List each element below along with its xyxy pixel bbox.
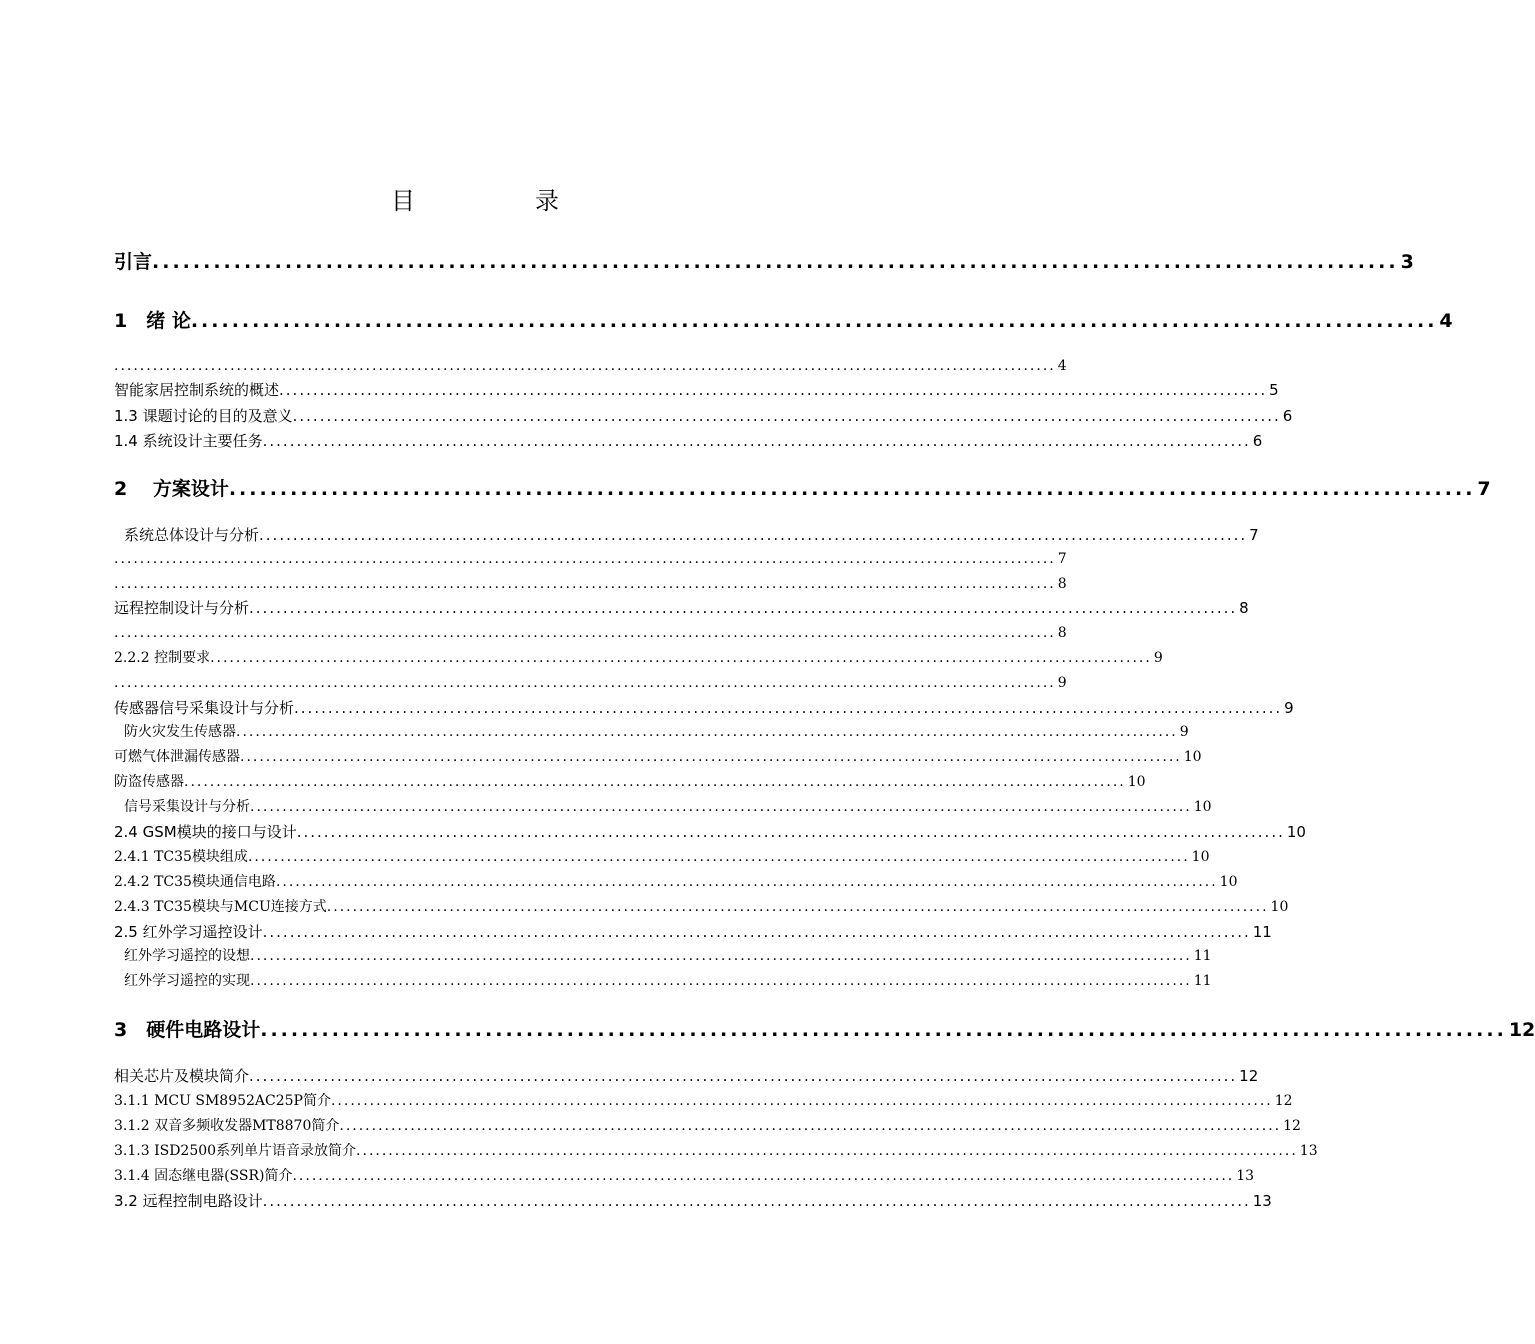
toc-entry-label: 系统总体设计与分析: [124, 526, 260, 544]
dot-leader: ..................................................................................................................................................: [262, 1192, 1251, 1210]
toc-entry-label: 防火灾发生传感器: [124, 724, 236, 740]
dot-leader: ..................................................................................................................................................: [249, 1067, 1238, 1085]
dot-leader: ..................................................................................................................................................: [247, 849, 1190, 865]
dot-leader: ..................................................................................................................................................: [114, 358, 1056, 374]
dot-leader: ..................................................................................................................................................: [114, 625, 1056, 641]
dot-leader: ..........................................................................................................................: [260, 1019, 1507, 1041]
toc-entry-page: 5: [1269, 381, 1279, 399]
dot-leader: ..................................................................................................................................................: [326, 899, 1269, 915]
toc-entry-page: 3: [1400, 251, 1414, 273]
toc-entry-label: 3 硬件电路设计: [114, 1019, 261, 1041]
toc-entry-label: 引言: [114, 251, 153, 273]
toc-entry[interactable]: [114, 1165, 1255, 1187]
toc-entry-page: 12: [1239, 1067, 1259, 1085]
toc-entry-page: 12: [1508, 1019, 1535, 1041]
dot-leader: ..........................................................................................................................: [152, 251, 1399, 273]
toc-entry-label: 2.4.1 TC35模块组成: [114, 849, 248, 865]
toc-entry[interactable]: [114, 945, 1212, 967]
toc-entry-label: 可燃气体泄漏传感器: [114, 749, 240, 765]
toc-entry-page: 11: [1193, 973, 1212, 989]
toc-entry[interactable]: [114, 1140, 1318, 1162]
page-title: 目 录: [391, 187, 607, 215]
toc-entry[interactable]: [114, 622, 1067, 644]
dot-leader: ..................................................................................................................................................: [259, 526, 1248, 544]
toc-entry[interactable]: [114, 379, 1279, 401]
toc-entry-label: 2 方案设计: [114, 478, 229, 500]
dot-leader: ..................................................................................................................................................: [279, 381, 1268, 399]
toc-entry-label: 2.4.3 TC35模块与MCU连接方式: [114, 899, 327, 915]
toc-entry-page: 9: [1153, 650, 1163, 666]
toc-entry-page: 9: [1179, 724, 1189, 740]
toc-entry-page: 10: [1219, 874, 1238, 890]
toc-entry[interactable]: [114, 796, 1212, 818]
toc-entry[interactable]: [114, 871, 1238, 893]
toc-entry[interactable]: [114, 970, 1212, 992]
dot-leader: ..................................................................................................................................................: [114, 551, 1056, 567]
toc-entry[interactable]: [114, 548, 1067, 570]
toc-entry[interactable]: [114, 672, 1067, 694]
toc-entry[interactable]: [114, 921, 1272, 943]
toc-entry-page: 8: [1057, 576, 1067, 592]
toc-entry-label: 红外学习遥控的实现: [124, 973, 250, 989]
toc-entry-page: 7: [1057, 551, 1067, 567]
dot-leader: ..................................................................................................................................................: [356, 1143, 1298, 1159]
dot-leader: ..................................................................................................................................................: [250, 948, 1192, 964]
dot-leader: ..................................................................................................................................................: [236, 724, 1178, 740]
dot-leader: ..................................................................................................................................................: [292, 1168, 1235, 1184]
dot-leader: ..................................................................................................................................................: [114, 576, 1056, 592]
dot-leader: ..................................................................................................................................................: [249, 599, 1238, 617]
toc-entry[interactable]: [114, 647, 1163, 669]
toc-entry[interactable]: [114, 405, 1293, 427]
dot-leader: ..................................................................................................................................................: [262, 432, 1251, 450]
toc-entry[interactable]: [114, 1065, 1259, 1087]
toc-entry-label: 1 绪 论: [114, 310, 191, 332]
toc-entry-page: 13: [1252, 1192, 1272, 1210]
toc-entry-page: 7: [1477, 478, 1491, 500]
dot-leader: ..................................................................................................................................................: [262, 923, 1251, 941]
toc-entry-page: 12: [1283, 1118, 1301, 1134]
toc-entry-label: 传感器信号采集设计与分析: [114, 699, 295, 717]
toc-entry-label: 1.4 系统设计主要任务: [114, 432, 263, 450]
toc-entry[interactable]: [114, 771, 1146, 793]
toc-entry-page: 9: [1057, 675, 1067, 691]
toc-entry[interactable]: [114, 1190, 1272, 1212]
toc-entry[interactable]: [114, 721, 1189, 743]
toc-entry-label: 红外学习遥控的设想: [124, 948, 250, 964]
toc-entry-label: 2.2.2 控制要求: [114, 650, 211, 666]
toc-entry-page: 6: [1282, 407, 1293, 425]
toc-entry-label: 2.4.2 TC35模块通信电路: [114, 874, 276, 890]
toc-entry[interactable]: [114, 1090, 1293, 1112]
dot-leader: ..................................................................................................................................................: [296, 823, 1285, 841]
toc-entry-label: 3.1.2 双音多频收发器MT8870简介: [114, 1118, 340, 1134]
toc-entry[interactable]: [114, 355, 1067, 377]
dot-leader: ..................................................................................................................................................: [114, 675, 1056, 691]
dot-leader: ..................................................................................................................................................: [184, 774, 1126, 790]
dot-leader: ..................................................................................................................................................: [240, 749, 1182, 765]
toc-entry-label: 3.1.1 MCU SM8952AC25P简介: [114, 1093, 331, 1109]
toc-entry-label: 1.3 课题讨论的目的及意义: [114, 407, 293, 425]
toc-entry-page: 10: [1191, 849, 1210, 865]
toc-entry-label: 远程控制设计与分析: [114, 599, 250, 617]
dot-leader: ..................................................................................................................................................: [330, 1093, 1273, 1109]
dot-leader: ..................................................................................................................................................: [250, 799, 1192, 815]
toc-entry-page: 7: [1249, 526, 1259, 544]
toc-entry-page: 12: [1274, 1093, 1293, 1109]
toc-entry-label: 3.1.3 ISD2500系列单片语音录放简介: [114, 1143, 357, 1159]
toc-entry-page: 11: [1252, 923, 1272, 941]
toc-entry-page: 4: [1057, 358, 1067, 374]
dot-leader: ..........................................................................................................................: [228, 478, 1476, 500]
dot-leader: ..................................................................................................................................................: [292, 407, 1281, 425]
dot-leader: ..................................................................................................................................................: [339, 1118, 1282, 1134]
toc-entry-page: 10: [1193, 799, 1212, 815]
toc-entry-chapter-3[interactable]: [114, 1017, 1535, 1043]
toc-entry-page: 8: [1239, 599, 1249, 617]
dot-leader: ..................................................................................................................................................: [275, 874, 1218, 890]
toc-entry-label: 相关芯片及模块简介: [114, 1067, 250, 1085]
toc-entry[interactable]: [114, 846, 1210, 868]
toc-entry[interactable]: [114, 597, 1249, 619]
toc-entry-page: 10: [1127, 774, 1146, 790]
toc-entry-page: 10: [1286, 823, 1306, 841]
toc-entry-intro[interactable]: [114, 249, 1414, 275]
toc-entry-page: 4: [1439, 310, 1453, 332]
toc-entry[interactable]: [114, 573, 1067, 595]
toc-entry-page: 10: [1183, 749, 1202, 765]
dot-leader: ..........................................................................................................................: [190, 310, 1438, 332]
toc-entry-label: 3.2 远程控制电路设计: [114, 1192, 263, 1210]
toc-entry-chapter-1[interactable]: [114, 308, 1453, 334]
toc-entry-chapter-2[interactable]: [114, 476, 1491, 502]
toc-entry[interactable]: [114, 697, 1294, 719]
toc-entry-label: 信号采集设计与分析: [124, 799, 250, 815]
toc-entry[interactable]: [114, 821, 1306, 843]
toc-entry-page: 11: [1193, 948, 1212, 964]
toc-entry-label: 智能家居控制系统的概述: [114, 381, 280, 399]
toc-entry[interactable]: [114, 524, 1259, 546]
toc-entry-page: 8: [1057, 625, 1067, 641]
dot-leader: ..................................................................................................................................................: [250, 973, 1192, 989]
toc-entry-page: 6: [1252, 432, 1263, 450]
toc-entry-page: 10: [1270, 899, 1289, 915]
toc-entry[interactable]: [114, 1115, 1301, 1137]
toc-entry-label: 2.5 红外学习遥控设计: [114, 923, 263, 941]
toc-entry-page: 13: [1299, 1143, 1318, 1159]
toc-entry-label: 2.4 GSM模块的接口与设计: [114, 823, 297, 841]
dot-leader: ..................................................................................................................................................: [210, 650, 1152, 666]
toc-entry[interactable]: [114, 746, 1202, 768]
toc-entry[interactable]: [114, 430, 1263, 452]
toc-entry-page: 13: [1236, 1168, 1255, 1184]
toc-entry-label: 防盗传感器: [114, 774, 184, 790]
toc-entry-page: 9: [1284, 699, 1294, 717]
dot-leader: ..................................................................................................................................................: [294, 699, 1283, 717]
toc-entry-label: 3.1.4 固态继电器(SSR)简介: [114, 1168, 293, 1184]
toc-entry[interactable]: [114, 896, 1289, 918]
